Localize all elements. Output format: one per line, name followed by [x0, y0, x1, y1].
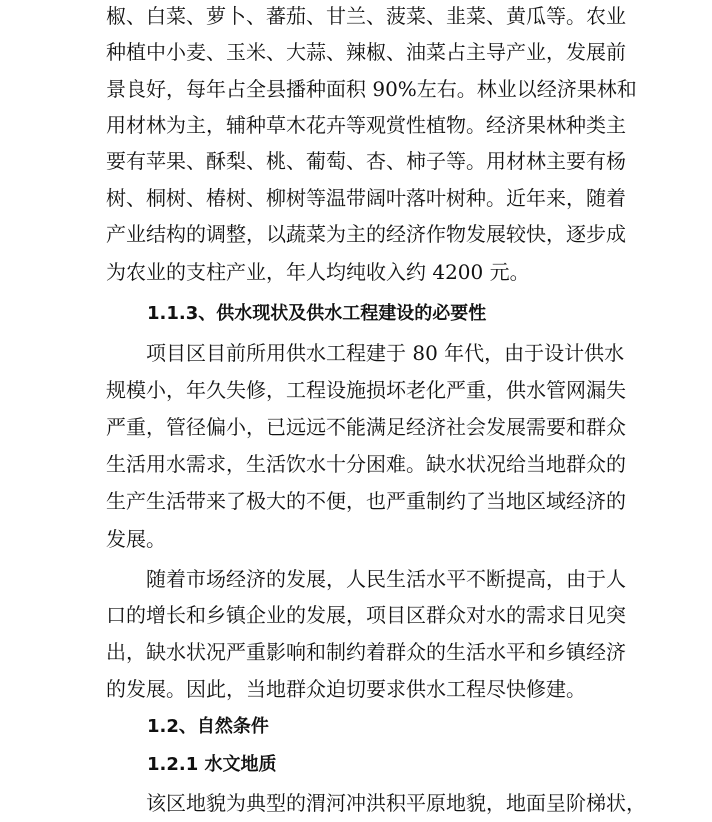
section-heading-hydrogeology: 1.2.1 水文地质 — [147, 754, 277, 775]
text-line: 椒、白菜、萝卜、蕃茄、甘兰、菠菜、韭菜、黄瓜等。农业 — [106, 4, 626, 28]
text-line: 用材林为主，辅种草木花卉等观赏性植物。经济果林种类主 — [106, 113, 626, 137]
section-heading-water-supply: 1.1.3、供水现状及供水工程建设的必要性 — [147, 303, 487, 324]
text-line: 产业结构的调整，以蔬菜为主的经济作物发展较快，逐步成 — [106, 222, 626, 246]
text-line: 生活用水需求，生活饮水十分困难。缺水状况给当地群众的 — [106, 452, 626, 476]
text-line: 出，缺水状况严重影响和制约着群众的生活水平和乡镇经济 — [106, 640, 626, 664]
text-line: 种植中小麦、玉米、大蒜、辣椒、油菜占主导产业，发展前 — [106, 40, 626, 64]
text-line: 要有苹果、酥梨、桃、葡萄、杏、柿子等。用材林主要有杨 — [106, 149, 626, 173]
text-line: 口的增长和乡镇企业的发展，项目区群众对水的需求日见突 — [106, 603, 626, 627]
text-line: 树、桐树、椿树、柳树等温带阔叶落叶树种。近年来，随着 — [106, 186, 626, 210]
section-heading-natural-conditions: 1.2、自然条件 — [147, 716, 269, 737]
text-line: 为农业的支柱产业，年人均纯收入约 4200 元。 — [106, 260, 530, 284]
text-line: 景良好，每年占全县播种面积 90%左右。林业以经济果林和 — [106, 77, 637, 101]
text-line: 该区地貌为典型的渭河冲洪积平原地貌，地面呈阶梯状， — [146, 791, 646, 815]
text-line: 项目区目前所用供水工程建于 80 年代，由于设计供水 — [146, 341, 625, 365]
text-line: 规模小，年久失修，工程设施损坏老化严重，供水管网漏失 — [106, 378, 626, 402]
text-line: 发展。 — [106, 527, 166, 551]
text-line: 严重，管径偏小，已远远不能满足经济社会发展需要和群众 — [106, 415, 626, 439]
text-line: 生产生活带来了极大的不便，也严重制约了当地区域经济的 — [106, 489, 626, 513]
text-line: 随着市场经济的发展，人民生活水平不断提高，由于人 — [146, 567, 626, 591]
text-line: 的发展。因此，当地群众迫切要求供水工程尽快修建。 — [106, 677, 586, 701]
